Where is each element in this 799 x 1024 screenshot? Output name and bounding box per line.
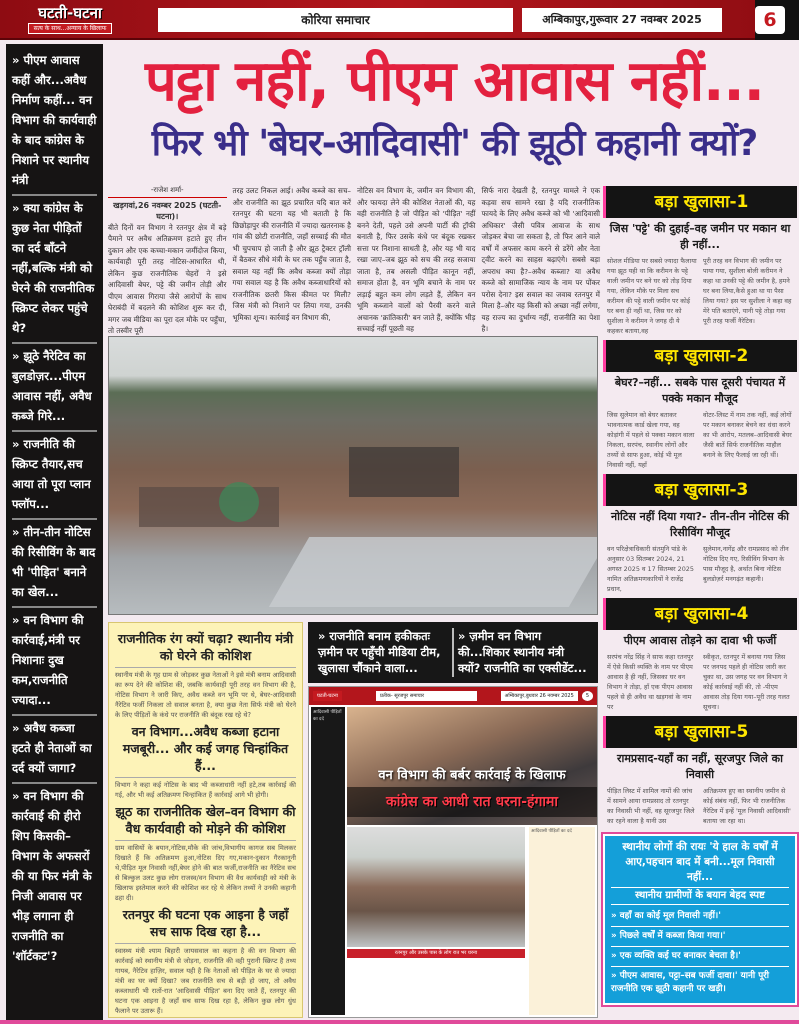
sidebar-item: » वन विभाग की कार्रवाई की हीरो शिप किसकी–विभाग के अफसरों की या फिर मंत्री के निजी आवास पर भीड़ लगाना ही राजनीति का 'शॉर्टकट'? xyxy=(12,789,92,963)
analysis-heading: झूठ का राजनीतिक खेल–वन विभाग की वैध कार्यवाही को मोड़ने की कोशिश xyxy=(115,804,296,836)
story-column-4: सिर्फ नारा देखती है, रतनपुर मामले ने एक कड़वा सच सामने रखा है यदि राजनीतिक फायदे के लिए अवैध कब्जे को भी 'आदिवासी अधिकार' जैसी पवित्र आवाज के साथ जोड़कर बेचा जा सकता है, तो फिर आने वाले वर्षों में अफसर काम करने से डरेंगे और नेता ट्वीट करने का साहस बढ़ाएंगे। सबसे बड़ा अपराध क्या है?–अवैध कब्जा? या अवैध कब्जे को सामाजिक न्याय के नाम पर पोंकर परोस देना? इस सवाल का जवाब रतनपुर में मिला है–और यह किसी को अच्छा नहीं लगेगा, यह राज्य का दुर्भाग्य नहीं, राजनीति का पेशा है। xyxy=(481,186,600,333)
story-column-3: नोटिस वन विभाग के, जमीन वन विभाग की, और फायदा लेने की कोशिश नेताओं की, यह वही राजनीति है जो पीड़ित को 'पीड़ित' नहीं बनने देती, पहले उसे अपनी पार्टी की ट्रॉफी बनाती है, फिर उसके कंधे पर बंदूक रखकर सत्ता पर निशाना साधती है, और यह भी याद रखा जाए–जब झूठ को सच की तरह सजाया जाता है, तब असली पीड़ित कानून नहीं, समाज होता है, वन भूमि बचाने के नाम पर लड़ाई बहुत कम लोग लड़ते हैं, लेकिन वन भूमि कब्जाने वालों को पैरवी करने वाले अचानक 'क्रांतिकारी' बन जाते हैं, क्योंकि भीड़ सच्चाई नहीं पूछती वह xyxy=(357,186,476,333)
local-opinion-subtitle: स्थानीय ग्रामीणों के बयान बेहद स्पष्ट xyxy=(611,887,789,905)
clipping-page: 5 xyxy=(582,691,593,701)
analysis-heading: रतनपुर की घटना एक आइना है जहाँ सच साफ दिख रहा है... xyxy=(122,907,289,939)
analysis-heading: वन विभाग...अवैध कब्जा हटाना मजबूरी... और कई जगह चिन्हांकित हैं... xyxy=(122,724,289,773)
revelation-text: पीड़ित लिस्ट में शामिल नामों की जांच में सामने आया रामप्रसाद तो रतनपुर का निवासी भी नहीं, वह सूरजपुर जिले का रहने वाला है यानी उस xyxy=(607,787,695,825)
revelations-column xyxy=(603,186,797,1018)
local-opinion-box xyxy=(603,834,797,1005)
story-text: बीते दिनों वन विभाग ने रतनपुर क्षेत्र में बड़े पैमाने पर अवैध अतिक्रमण हटाते हुए तीन दुकान और एक कच्चा-मकान जमींदोज किया, कार्यवाही पूरी तरह नोटिस-आधारित थी, लेकिन कुछ राजनीतिक चेहरों ने इसे आदिवासी बेघर, पट्टे की जमीन तोड़ी और पीएम आवास गिराया जैसे आरोपों के साथ घेराबंदी में बदलने की कोशिश शुरू कर दी, मगर जब मीडिया का पूरा दल मौके पर पहुँचा, तो तस्वीर पूरी xyxy=(108,222,227,335)
revelation-subhead: नोटिस नहीं दिया गया?- तीन-तीन नोटिस की रिसीविंग मौजूद xyxy=(611,510,789,539)
sidebar-item: » तीन-तीन नोटिस की रिसीविंग के बाद भी 'पीड़ित' बनाने का खेल... xyxy=(12,520,97,608)
revelation-label: बड़ा खुलासा-2 xyxy=(603,340,797,372)
sidebar-item: » अवैध कब्जा हटते ही नेताओं का दर्द क्यों जागा? xyxy=(12,716,97,784)
highlight-strip xyxy=(308,622,598,683)
logo-title: घटती-घटना xyxy=(38,4,102,22)
revelation-4 xyxy=(603,598,797,716)
analysis-box xyxy=(108,622,303,1018)
byline: -राजेश शर्मा- xyxy=(108,185,227,198)
clipping-red-bar: रतनपुर और उसके पास के लोग रात भर धरना xyxy=(347,949,525,958)
sidebar-highlights xyxy=(6,44,103,1020)
analysis-text: ग्राम वासियों के बयान,नोटिस,मौके की जांच,विभागीय कागज सब मिलकर दिखाते हैं कि अतिक्रमण हुआ,नोटिस दिए गए,मकान-दुकान गैरकानूनी थे,पीड़ित मूल निवासी नहीं,बेघर होने की बात फर्जी,राजनीति का नैरेटिव सच से बिल्कुल उलट कुछ लोग राजस्व/वन विभाग की वैध कार्यवाही को मंत्री के खिलाफ इस्तेमाल करने की कोशिश कर रहे थे लेकिन तथ्यों ने उनकी कहानी ढहा दी। xyxy=(115,840,296,903)
local-opinion-item: » पीएम आवास, पट्टा–सब फर्जी दावा।' यानी पूरी राजनीति एक झूठी कहानी पर खड़ी। xyxy=(611,971,770,994)
clipping-bottom xyxy=(347,949,525,1015)
clipping-sidebar: आदिवासी पीड़ितों का दर्द xyxy=(311,707,345,1015)
clipping-side-text: आदिवासी पीड़ितों का दर्द xyxy=(529,827,595,1015)
rubble-photo xyxy=(347,827,525,947)
revelation-5 xyxy=(603,716,797,830)
revelation-3 xyxy=(603,474,797,598)
clipping-header xyxy=(309,687,597,705)
clipping-date: अम्बिकापुर,बुधवार 26 नवम्बर 2025 xyxy=(501,691,578,701)
section-name: कोरिया समाचार xyxy=(158,8,513,32)
sub-headline: फिर भी 'बेघर-आदिवासी' की झूठी कहानी क्यों? xyxy=(151,123,758,164)
revelation-subhead: रामप्रसाद-यहाँ का नहीं, सूरजपुर जिले का निवासी xyxy=(617,752,783,781)
protest-photo xyxy=(347,707,597,825)
previous-page-clipping xyxy=(308,686,598,1018)
analysis-heading: राजनीतिक रंग क्यों चढ़ा? स्थानीय मंत्री को घेरने की कोशिश xyxy=(117,631,294,663)
revelation-label: बड़ा खुलासा-1 xyxy=(603,186,797,218)
revelation-text: स्वीकृत, रतनपुर में बनाया गया जिस पर जनपद पहले ही नोटिस जारी कर चुका था, उस जगह पर वन विभाग ने कोई कार्रवाई नहीं की, तो -पीएम आवास तोड़ दिया गया–पूरी तरह गलत सूचना। xyxy=(703,653,790,711)
page-number: 6 xyxy=(755,6,785,34)
revelation-text: वन परिक्षेत्राधिकारी संतमुनि पांडे के अनुसार 03 सितम्बर 2024, 21 अगस्त 2025 व 17 सितम्बर 2025 नामित अतिक्रमणकारियों ने राजेंद्र प्रधान, xyxy=(607,545,694,593)
story-dateline: खड़गवां,26 नवम्बर 2025 (घटती-घटना)। xyxy=(113,200,222,221)
highlight-right: » ज़मीन वन विभाग की...शिकार स्थानीय मंत्री क्यों? राजनीति का एक्सीडेंट... xyxy=(452,628,592,677)
sidebar-item: » राजनीति की स्क्रिप्ट तैयार,सच आया तो पूरा प्लान फ्लॉप... xyxy=(12,432,97,520)
clipping-logo: घटती-घटना xyxy=(313,691,342,701)
local-opinion-title: स्थानीय लोगों की रायः 'ये हाल के वर्षों में आए,पहचान बाद में बनी...मूल निवासी नहीं... xyxy=(622,841,778,883)
revelation-1 xyxy=(603,186,797,340)
newspaper-logo[interactable] xyxy=(20,4,120,36)
revelation-text: वोटर-लिस्ट में नाम तक नहीं, कई लोगों पर मकान बनाकर बेचने का धंधा करने का भी आरोप, मतलब–आदिवासी बेघर जैसी बातें सिर्फ राजनीतिक माहौल बनाने के लिए फैलाई जा रही थीं। xyxy=(703,411,792,459)
analysis-text: स्थानीय मंत्री के गृह ग्राम से जोड़कर कुछ नेताओं ने इसे मंत्री बनाम आदिवासी का रूप देने की कोशिश की, जबकि कार्यवाही पूरी तरह वन विभाग की है, नोटिस विभाग ने जारी किए, अवैध कब्जे वन भूमि पर थे, बेघर-आदिवासी नैरेटिव फर्जी निकला तो सवाल बनता है, क्या कुछ नेता सिर्फ मंत्री को घेरने के लिए पीड़ितों के कंधे पर राजनीति की बंदूक रख रहे थे? xyxy=(115,667,296,720)
revelation-text: जिस सुलेमान को बेघर बताकर भावनात्मक कार्ड खेला गया, वह कोड़ांगी में पहले से पक्का मकान वाला निकला, सरपंच, स्थानीय लोगों और तथ्यों से साफ हुआ, कोई भी मूल निवासी नहीं, यहाँ xyxy=(607,411,695,469)
revelation-text: अतिक्रमण हुए का स्थानीय जमीन से कोई संबंध नहीं, फिर भी राजनीतिक नैरेटिव में इन्हें 'मूल निवासी आदिवासी' बताया जा रहा था। xyxy=(703,787,791,825)
story-column-2: तरह उलट निकल आई। अवैध कब्जे का सच–और राजनीति का झूठ प्रचारित यदि बात करें रतनपुर की घटना यह भी बताती है कि छिछोड़ापुर की राजनीति में ज्यादा खतरनाक है गांव की छोटी राजनीति, जहाँ सच्चाई की मौत भी चुपचाप हो जाती है और झूठ ट्रैक्टर ट्रॉली में बैठकर सीधे मंत्री के घर तक पहुँच जाता है, सवाल यह नहीं कि अवैध कब्जा क्यों तोड़ा गया सवाल यह है कि अवैध कब्जाधारियों को राजनीतिक छतरी किस कीमत पर मिली? जिस मंत्री को निशाने पर लिया गया, उनकी भूमिका शून्य। कार्रवाई वन विभाग की, xyxy=(232,186,351,322)
analysis-text: विभाग ने कहा कई नोटिस के बाद भी कब्जाधारी नहीं हटे,तब कार्रवाई की गई, और भी कई अतिक्रमण चिन्हांकित हैं कार्रवाई आगे भी होगी। xyxy=(115,777,296,800)
revelation-text: सरपंच नरेंद्र सिंह ने साफ कहा रतनपुर में ऐसे किसी व्यक्ति के नाम पर पीएम आवास है ही नहीं, जिसका घर वन विभाग ने तोड़ा, हाँ एक पीएम आवास पहले से ही अवैध था खड़गवां के नाम पर xyxy=(607,653,694,711)
main-headline: पट्टा नहीं, पीएम आवास नहीं... xyxy=(145,49,764,114)
revelation-text: पूरी तरह वन विभाग की जमीन पर पाया गया, सुशीला बोली करीमन ने कहा था उनकी पट्टे की जमीन है, हमने घर बना लिया,कैसे हुआ था या पैसा लिया गया? इस पर सुशीला ने कहा वह मेरे पति बताएंगे, यानी पट्टे तोड़ा गया पूरी तरह फर्जी नैरेटिव। xyxy=(703,257,792,325)
logo-tagline: सत्य के साथ...अन्याय के खिलाफ xyxy=(28,23,112,34)
local-opinion-item: » पिछले वर्षों में कब्जा किया गया।' xyxy=(611,927,789,947)
revelation-subhead: पीएम आवास तोड़ने का दावा भी फर्जी xyxy=(623,634,777,647)
revelation-text: सोशल मीडिया पर सबसे ज्यादा फैलाया गया झूठ यही था कि करीमन के पट्टे वाली जमीन पर बने घर को तोड़ दिया गया, लेकिन मौके पर मिला सच करीमन की पट्टे वाली जमीन पर कोई घर बना ही नहीं था, जिस घर को सुशीला ने करीमन ने जगह दी ये कहकर बताया,वह xyxy=(607,257,697,335)
local-opinion-item: » वहाँ का कोई मूल निवासी नहीं।' xyxy=(611,907,789,927)
dateline: अम्बिकापुर,गुरूवार 27 नवम्बर 2025 xyxy=(522,8,722,32)
sidebar-item: » पीएम आवास कहीं और...अवैध निर्माण कहीं... वन विभाग की कार्यवाही के बाद कांग्रेस के निशाने पर स्थानीय मंत्री xyxy=(12,48,97,196)
sidebar-item: » झूठे नैरेटिव का बुलडोज़र...पीएम आवास नहीं, अवैध कब्जे गिरे... xyxy=(12,344,97,432)
revelation-text: सुलेमान,नागेंद्र और रामप्रसाद को तीन नोटिस दिए गए, रिसीविंग विभाग के पास मौजूद है, अर्थात बिना नोटिस बुलडोज़र्र मनगढ़ंत कहानी। xyxy=(703,545,789,583)
clipping-section: प्रतीक- सूरजपुर समाचार xyxy=(376,691,477,701)
sidebar-item: » वन विभाग की कार्रवाई,मंत्री पर निशानाः दुख कम,राजनीति ज्यादा... xyxy=(12,608,97,716)
revelation-label: बड़ा खुलासा-3 xyxy=(603,474,797,506)
analysis-text: स्वास्थ्य मंत्री श्याम बिहारी जायसवाल का कहना है की वन विभाग की कार्रवाई को स्थानीय मंत्री से जोड़ना, राजनीति की वही पुरानी स्क्रिप्ट है तथ्य गायब, नैरेटिव हाज़िर, सवाल यही है कि नेताओं को पीड़ित के घर से ज्यादा मंत्री का घर क्यों दिखा? जब राजनीति सच से बड़ी हो जाए, तो अवैध कब्जाधारी भी रातों-रात 'आदिवासी पीड़ित' बना दिए जाते हैं, रतनपुर की घटना एक आइना है जहाँ सच साफ दिख रहा है, लेकिन कुछ लोग धुंध फैलाने पर उतारू हैं। xyxy=(115,943,296,1016)
local-opinion-item: » एक व्यक्ति कई घर बनाकर बेचता है।' xyxy=(611,947,789,967)
revelation-2 xyxy=(603,340,797,474)
photo-headline: कांग्रेस का आधी रात धरना-हंगामा xyxy=(347,787,597,817)
demolition-photo xyxy=(108,336,598,615)
sidebar-item: » क्या कांग्रेस के कुछ नेता पीड़ितों का दर्द बाँटने नहीं,बल्कि मंत्री को घेरने की राजनीतिक स्क्रिप्ट लेकर पहुंचे थे? xyxy=(12,196,97,344)
revelation-subhead: जिस 'पट्टे' की दुहाई–वह जमीन पर मकान था ही नहीं... xyxy=(609,222,791,251)
photo-caption: वन विभाग की बर्बर कार्रवाई के खिलाफ xyxy=(378,768,566,783)
revelation-subhead: बेघर?–नहीं... सबके पास दूसरी पंचायत में पक्के मकान मौजूद xyxy=(614,376,786,405)
highlight-left: » राजनीति बनाम हकीकतः ज़मीन पर पहुँची मीडिया टीम, खुलासा चौंकाने वाला... xyxy=(318,629,441,675)
story-columns xyxy=(108,185,600,335)
revelation-label: बड़ा खुलासा-5 xyxy=(603,716,797,748)
story-column-1 xyxy=(108,185,227,335)
bottom-border xyxy=(0,1020,799,1024)
revelation-label: बड़ा खुलासा-4 xyxy=(603,598,797,630)
